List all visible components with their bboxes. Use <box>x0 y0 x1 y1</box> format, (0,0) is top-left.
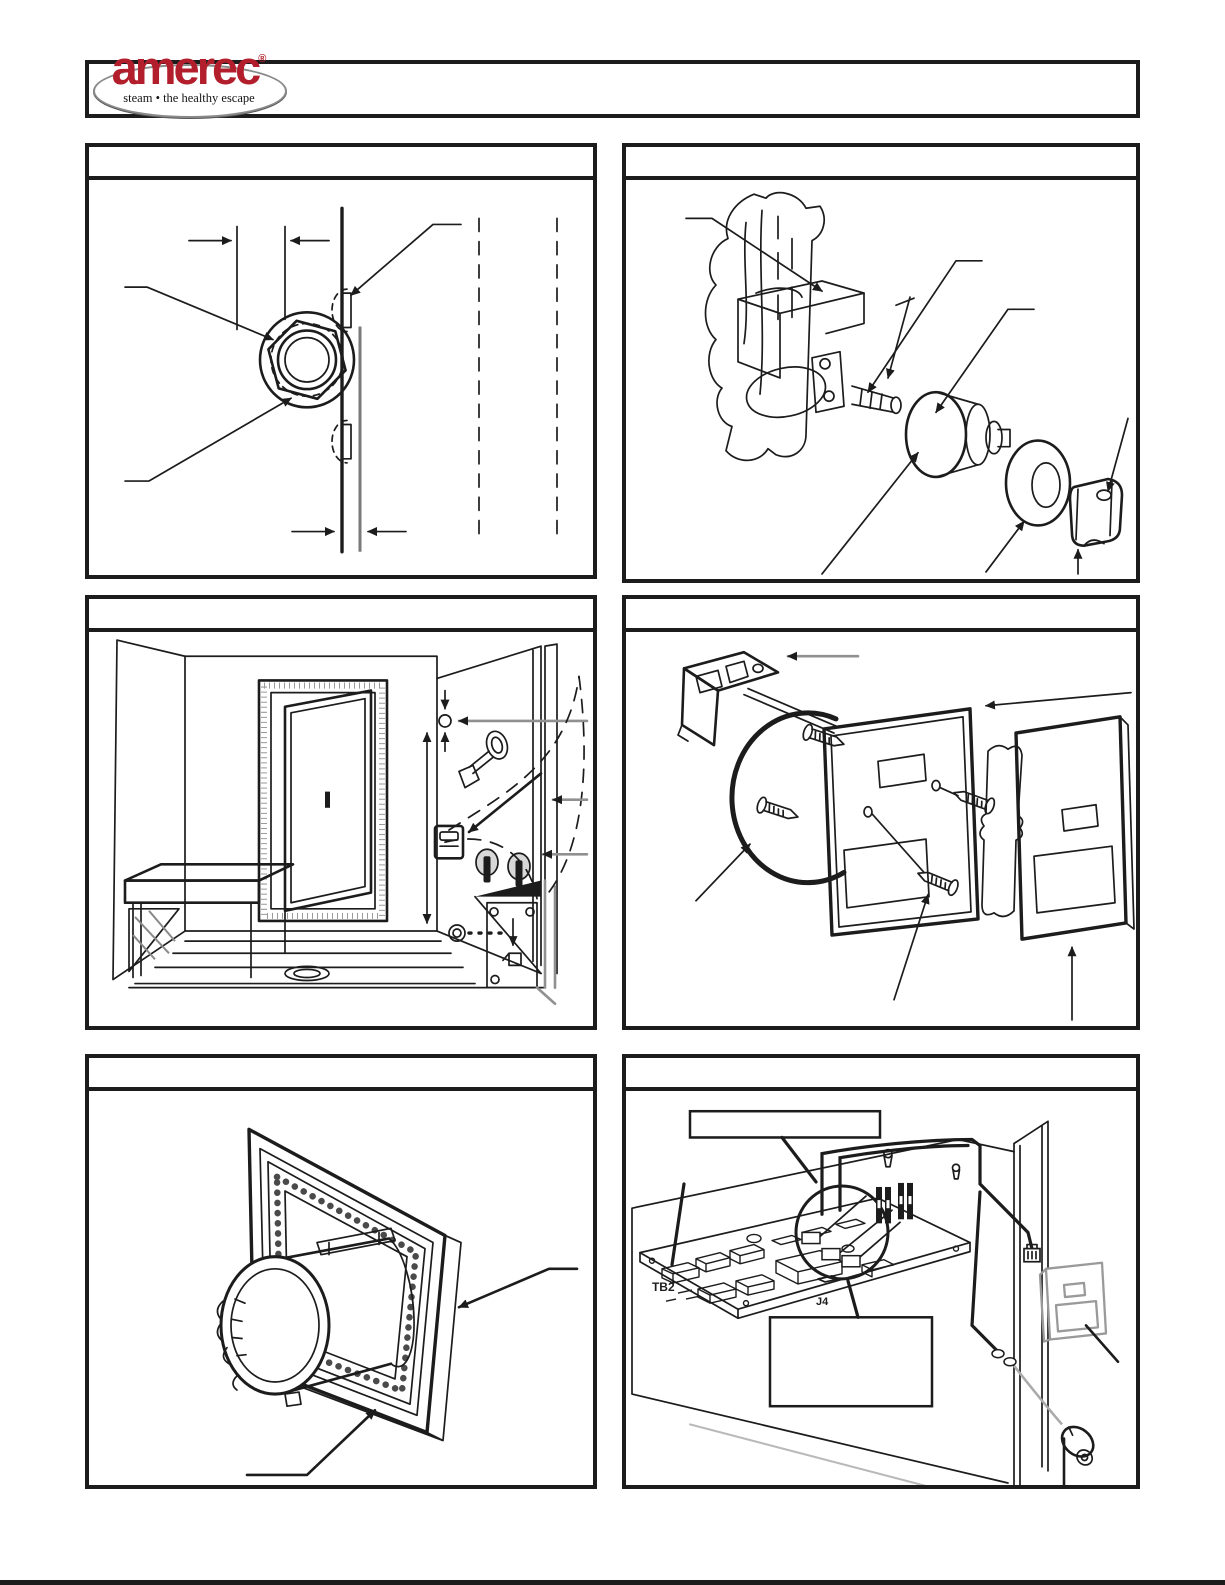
panel-title <box>626 147 1136 180</box>
steam-head <box>1070 479 1122 546</box>
panel-title <box>89 147 593 180</box>
panel-board-wiring <box>622 1054 1140 1489</box>
amerec-logo <box>93 41 285 116</box>
leader-lines <box>686 218 1128 574</box>
keypad-leader <box>469 773 541 832</box>
panel-title <box>626 599 1136 632</box>
panel-title <box>89 1058 593 1091</box>
diagram-control-mounting <box>626 632 1136 1026</box>
keypad-cover <box>1016 717 1134 939</box>
dimension-wall-thickness <box>888 297 914 378</box>
wood-framing <box>706 193 865 461</box>
keyhole-slots <box>884 1150 960 1179</box>
j4-label: J4 <box>816 1296 829 1309</box>
diagram-steam-head-exploded <box>626 180 1136 579</box>
valve-knobs <box>476 849 530 886</box>
callout-box-1 <box>690 1111 880 1182</box>
plate-leader <box>986 693 1131 706</box>
diagram-trim-frame <box>89 1091 593 1485</box>
shower-head <box>459 729 511 788</box>
jumper-blocks <box>876 1183 913 1223</box>
page-bottom-rule <box>0 1580 1225 1585</box>
pipe-elbow <box>742 352 844 425</box>
escutcheon-inner <box>906 392 1010 477</box>
keypad-control <box>1040 1263 1106 1342</box>
reference-dashed-lines <box>479 218 557 535</box>
board-leader <box>672 1184 684 1265</box>
logo-tagline: steam • the healthy escape <box>123 91 255 105</box>
escutcheon-outer <box>1006 441 1070 526</box>
callout-box-2 <box>770 1281 932 1406</box>
tb2-label: TB2 <box>652 1279 675 1295</box>
panel-trim-frame <box>85 1054 597 1489</box>
logo-brand-text: amerec® <box>111 41 267 94</box>
diagram-steam-room <box>89 632 593 1026</box>
plate-screw-right-2 <box>872 814 960 897</box>
registered-mark: ® <box>258 53 267 65</box>
panel-control-mounting <box>622 595 1140 1030</box>
generator-alcove <box>475 881 555 1004</box>
panel-steam-room-layout <box>85 595 597 1030</box>
plate-screw-right-1 <box>940 785 996 815</box>
diagram-rough-in <box>89 180 593 575</box>
hex-nut <box>260 312 354 407</box>
screw-leader <box>894 895 928 1000</box>
panel-steam-head-rough-in <box>85 143 597 579</box>
leader-lines <box>125 224 461 481</box>
panel-title <box>626 1058 1136 1091</box>
temperature-sensor <box>439 691 587 752</box>
temperature-probe <box>1055 1421 1104 1468</box>
pipe-stub <box>852 386 901 413</box>
shower-door <box>259 680 387 920</box>
gasket-leader <box>696 844 750 901</box>
floor-planks <box>135 941 475 983</box>
mounting-cup <box>217 1228 414 1406</box>
panel-title <box>89 599 593 632</box>
diagram-board-wiring <box>626 1091 1136 1485</box>
wall-section <box>342 208 360 551</box>
mounting-plate <box>824 709 978 935</box>
mounting-screw-2 <box>755 796 800 824</box>
panel-steam-head-install <box>622 143 1140 583</box>
